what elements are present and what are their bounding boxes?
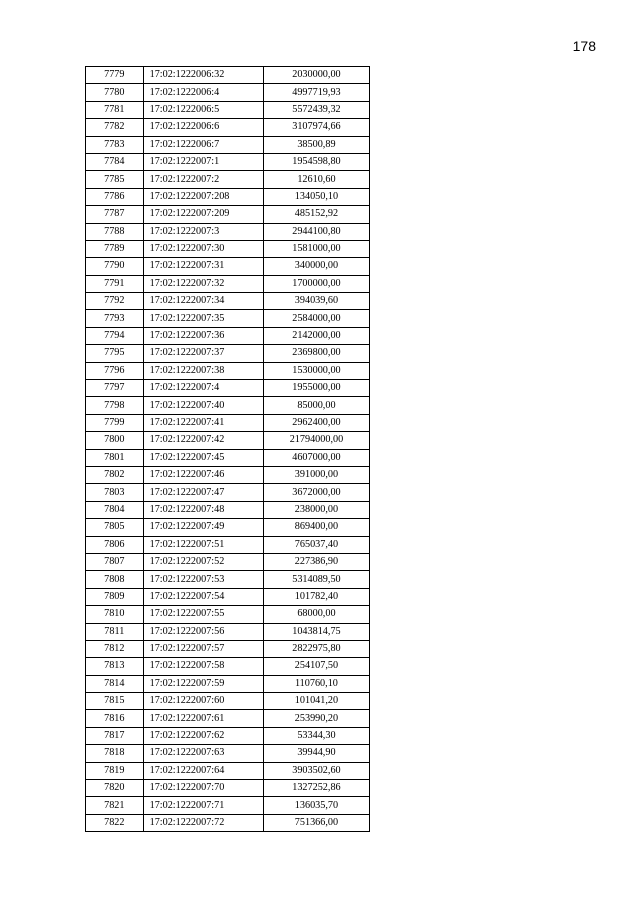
cadastral-number-cell: 17:02:1222007:57 xyxy=(143,640,263,657)
row-number-cell: 7805 xyxy=(86,519,144,536)
cadastral-value-cell: 38500,89 xyxy=(263,136,369,153)
cadastral-number-cell: 17:02:1222007:72 xyxy=(143,814,263,831)
table-row xyxy=(86,414,370,431)
row-number-cell: 7818 xyxy=(86,745,144,762)
cadastral-value-cell: 1954598,80 xyxy=(263,153,369,170)
row-number-cell: 7789 xyxy=(86,240,144,257)
cadastral-number-cell: 17:02:1222007:52 xyxy=(143,553,263,570)
table-row xyxy=(86,675,370,692)
cadastral-number-cell: 17:02:1222007:48 xyxy=(143,501,263,518)
cadastral-number-cell: 17:02:1222006:5 xyxy=(143,101,263,118)
table-row xyxy=(86,640,370,657)
cadastral-number-cell: 17:02:1222007:70 xyxy=(143,780,263,797)
table-row xyxy=(86,310,370,327)
cadastral-number-cell: 17:02:1222007:46 xyxy=(143,466,263,483)
row-number-cell: 7800 xyxy=(86,432,144,449)
row-number-cell: 7787 xyxy=(86,206,144,223)
cadastral-value-cell: 340000,00 xyxy=(263,258,369,275)
row-number-cell: 7803 xyxy=(86,484,144,501)
cadastral-value-cell: 101041,20 xyxy=(263,693,369,710)
row-number-cell: 7785 xyxy=(86,171,144,188)
cadastral-value-cell: 485152,92 xyxy=(263,206,369,223)
row-number-cell: 7822 xyxy=(86,814,144,831)
row-number-cell: 7779 xyxy=(86,67,144,84)
cadastral-number-cell: 17:02:1222007:61 xyxy=(143,710,263,727)
table-row xyxy=(86,623,370,640)
row-number-cell: 7821 xyxy=(86,797,144,814)
cadastral-number-cell: 17:02:1222007:40 xyxy=(143,397,263,414)
cadastral-number-cell: 17:02:1222007:32 xyxy=(143,275,263,292)
cadastral-number-cell: 17:02:1222007:54 xyxy=(143,588,263,605)
row-number-cell: 7820 xyxy=(86,780,144,797)
cadastral-number-cell: 17:02:1222007:51 xyxy=(143,536,263,553)
row-number-cell: 7816 xyxy=(86,710,144,727)
table-row xyxy=(86,745,370,762)
row-number-cell: 7793 xyxy=(86,310,144,327)
table-row xyxy=(86,327,370,344)
cadastral-value-cell: 2584000,00 xyxy=(263,310,369,327)
cadastral-value-cell: 3672000,00 xyxy=(263,484,369,501)
cadastral-number-cell: 17:02:1222007:42 xyxy=(143,432,263,449)
row-number-cell: 7791 xyxy=(86,275,144,292)
cadastral-value-cell: 68000,00 xyxy=(263,606,369,623)
table-row xyxy=(86,345,370,362)
cadastral-value-cell: 39944,90 xyxy=(263,745,369,762)
cadastral-value-cell: 254107,50 xyxy=(263,658,369,675)
cadastral-value-cell: 5314089,50 xyxy=(263,571,369,588)
cadastral-number-cell: 17:02:1222007:38 xyxy=(143,362,263,379)
table-row xyxy=(86,136,370,153)
cadastral-number-cell: 17:02:1222007:41 xyxy=(143,414,263,431)
table-row xyxy=(86,780,370,797)
cadastral-value-cell: 134050,10 xyxy=(263,188,369,205)
row-number-cell: 7812 xyxy=(86,640,144,657)
table-row xyxy=(86,814,370,831)
row-number-cell: 7814 xyxy=(86,675,144,692)
cadastral-number-cell: 17:02:1222007:34 xyxy=(143,293,263,310)
table-row xyxy=(86,275,370,292)
cadastral-number-cell: 17:02:1222007:64 xyxy=(143,762,263,779)
cadastral-value-cell: 238000,00 xyxy=(263,501,369,518)
cadastral-value-cell: 253990,20 xyxy=(263,710,369,727)
table-row xyxy=(86,240,370,257)
table-row xyxy=(86,571,370,588)
table-row xyxy=(86,553,370,570)
cadastral-value-cell: 1581000,00 xyxy=(263,240,369,257)
cadastral-number-cell: 17:02:1222007:53 xyxy=(143,571,263,588)
table-row xyxy=(86,153,370,170)
table-row xyxy=(86,588,370,605)
cadastral-value-cell: 4997719,93 xyxy=(263,84,369,101)
row-number-cell: 7782 xyxy=(86,119,144,136)
cadastral-value-cell: 2142000,00 xyxy=(263,327,369,344)
cadastral-value-cell: 2962400,00 xyxy=(263,414,369,431)
row-number-cell: 7802 xyxy=(86,466,144,483)
cadastral-number-cell: 17:02:1222007:31 xyxy=(143,258,263,275)
cadastral-value-cell: 12610,60 xyxy=(263,171,369,188)
table-row xyxy=(86,101,370,118)
cadastral-value-cell: 765037,40 xyxy=(263,536,369,553)
row-number-cell: 7811 xyxy=(86,623,144,640)
cadastral-value-cell: 4607000,00 xyxy=(263,449,369,466)
cadastral-value-cell: 3903502,60 xyxy=(263,762,369,779)
cadastral-value-cell: 394039,60 xyxy=(263,293,369,310)
row-number-cell: 7797 xyxy=(86,380,144,397)
table-row xyxy=(86,293,370,310)
table-row xyxy=(86,710,370,727)
cadastral-value-cell: 110760,10 xyxy=(263,675,369,692)
table-row xyxy=(86,519,370,536)
cadastral-value-cell: 751366,00 xyxy=(263,814,369,831)
table-row xyxy=(86,84,370,101)
table-row xyxy=(86,223,370,240)
cadastral-value-cell: 1700000,00 xyxy=(263,275,369,292)
cadastral-value-cell: 136035,70 xyxy=(263,797,369,814)
row-number-cell: 7808 xyxy=(86,571,144,588)
row-number-cell: 7815 xyxy=(86,693,144,710)
table-row xyxy=(86,484,370,501)
row-number-cell: 7781 xyxy=(86,101,144,118)
page-number: 178 xyxy=(572,38,596,54)
cadastral-number-cell: 17:02:1222007:59 xyxy=(143,675,263,692)
table-row xyxy=(86,658,370,675)
cadastral-number-cell: 17:02:1222007:56 xyxy=(143,623,263,640)
cadastral-number-cell: 17:02:1222007:209 xyxy=(143,206,263,223)
cadastral-number-cell: 17:02:1222007:3 xyxy=(143,223,263,240)
cadastral-value-cell: 2369800,00 xyxy=(263,345,369,362)
table-row xyxy=(86,432,370,449)
cadastral-number-cell: 17:02:1222007:36 xyxy=(143,327,263,344)
cadastral-number-cell: 17:02:1222007:58 xyxy=(143,658,263,675)
table-row xyxy=(86,449,370,466)
row-number-cell: 7798 xyxy=(86,397,144,414)
cadastral-value-cell: 391000,00 xyxy=(263,466,369,483)
cadastral-value-cell: 2030000,00 xyxy=(263,67,369,84)
cadastral-value-cell: 227386,90 xyxy=(263,553,369,570)
cadastral-number-cell: 17:02:1222007:49 xyxy=(143,519,263,536)
cadastral-value-cell: 101782,40 xyxy=(263,588,369,605)
table-row xyxy=(86,727,370,744)
table-row xyxy=(86,119,370,136)
row-number-cell: 7817 xyxy=(86,727,144,744)
cadastral-value-table xyxy=(85,66,370,832)
cadastral-value-cell: 1530000,00 xyxy=(263,362,369,379)
table-row xyxy=(86,606,370,623)
cadastral-number-cell: 17:02:1222007:63 xyxy=(143,745,263,762)
row-number-cell: 7790 xyxy=(86,258,144,275)
cadastral-value-cell: 21794000,00 xyxy=(263,432,369,449)
row-number-cell: 7784 xyxy=(86,153,144,170)
row-number-cell: 7788 xyxy=(86,223,144,240)
cadastral-value-cell: 1043814,75 xyxy=(263,623,369,640)
row-number-cell: 7806 xyxy=(86,536,144,553)
table-row xyxy=(86,762,370,779)
row-number-cell: 7792 xyxy=(86,293,144,310)
table-row xyxy=(86,797,370,814)
row-number-cell: 7795 xyxy=(86,345,144,362)
cadastral-number-cell: 17:02:1222007:55 xyxy=(143,606,263,623)
row-number-cell: 7809 xyxy=(86,588,144,605)
table-row xyxy=(86,536,370,553)
cadastral-number-cell: 17:02:1222006:7 xyxy=(143,136,263,153)
cadastral-number-cell: 17:02:1222007:4 xyxy=(143,380,263,397)
row-number-cell: 7796 xyxy=(86,362,144,379)
row-number-cell: 7813 xyxy=(86,658,144,675)
cadastral-number-cell: 17:02:1222007:62 xyxy=(143,727,263,744)
row-number-cell: 7783 xyxy=(86,136,144,153)
row-number-cell: 7804 xyxy=(86,501,144,518)
table-row xyxy=(86,693,370,710)
cadastral-number-cell: 17:02:1222006:32 xyxy=(143,67,263,84)
table-row xyxy=(86,501,370,518)
table-row xyxy=(86,380,370,397)
table-body xyxy=(86,67,370,832)
cadastral-value-cell: 1327252,86 xyxy=(263,780,369,797)
table-row xyxy=(86,397,370,414)
table-row xyxy=(86,466,370,483)
cadastral-number-cell: 17:02:1222007:1 xyxy=(143,153,263,170)
table-row xyxy=(86,188,370,205)
row-number-cell: 7801 xyxy=(86,449,144,466)
cadastral-number-cell: 17:02:1222007:71 xyxy=(143,797,263,814)
table-row xyxy=(86,258,370,275)
cadastral-value-cell: 85000,00 xyxy=(263,397,369,414)
cadastral-value-cell: 1955000,00 xyxy=(263,380,369,397)
table-row xyxy=(86,171,370,188)
table-row xyxy=(86,67,370,84)
table-row xyxy=(86,206,370,223)
cadastral-number-cell: 17:02:1222006:4 xyxy=(143,84,263,101)
cadastral-value-cell: 869400,00 xyxy=(263,519,369,536)
cadastral-number-cell: 17:02:1222007:2 xyxy=(143,171,263,188)
cadastral-number-cell: 17:02:1222007:45 xyxy=(143,449,263,466)
row-number-cell: 7799 xyxy=(86,414,144,431)
table-row xyxy=(86,362,370,379)
cadastral-number-cell: 17:02:1222007:30 xyxy=(143,240,263,257)
cadastral-number-cell: 17:02:1222007:37 xyxy=(143,345,263,362)
cadastral-value-cell: 53344,30 xyxy=(263,727,369,744)
cadastral-value-cell: 3107974,66 xyxy=(263,119,369,136)
row-number-cell: 7819 xyxy=(86,762,144,779)
row-number-cell: 7807 xyxy=(86,553,144,570)
row-number-cell: 7810 xyxy=(86,606,144,623)
row-number-cell: 7786 xyxy=(86,188,144,205)
cadastral-number-cell: 17:02:1222006:6 xyxy=(143,119,263,136)
cadastral-number-cell: 17:02:1222007:47 xyxy=(143,484,263,501)
cadastral-number-cell: 17:02:1222007:35 xyxy=(143,310,263,327)
cadastral-number-cell: 17:02:1222007:60 xyxy=(143,693,263,710)
cadastral-value-cell: 2822975,80 xyxy=(263,640,369,657)
cadastral-value-table-container xyxy=(85,66,370,832)
row-number-cell: 7780 xyxy=(86,84,144,101)
cadastral-value-cell: 2944100,80 xyxy=(263,223,369,240)
cadastral-number-cell: 17:02:1222007:208 xyxy=(143,188,263,205)
row-number-cell: 7794 xyxy=(86,327,144,344)
cadastral-value-cell: 5572439,32 xyxy=(263,101,369,118)
